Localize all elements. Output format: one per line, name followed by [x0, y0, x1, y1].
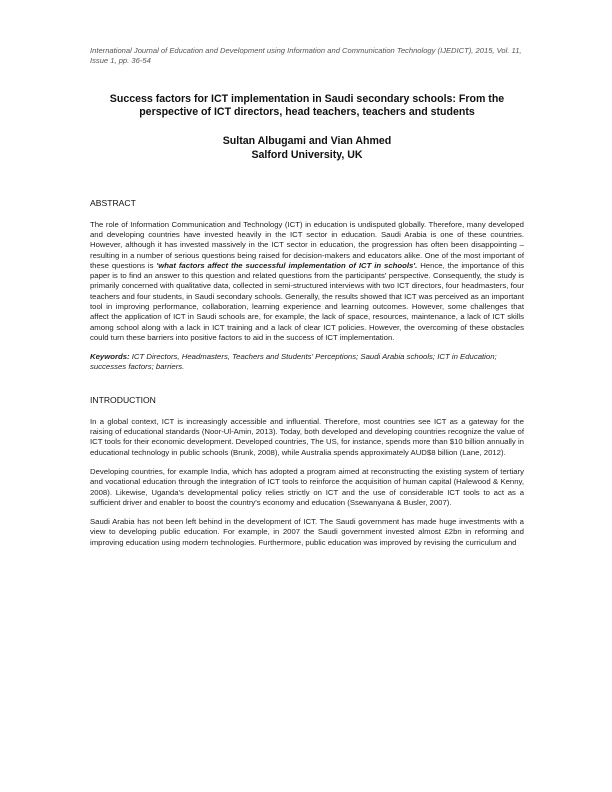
introduction-heading: INTRODUCTION [90, 394, 156, 405]
keywords [90, 352, 524, 373]
keywords-text: ICT Directors, Headmasters, Teachers and Students' Perceptions; Saudi Arabia schools; ICT in Education; successes factors; barriers. [90, 352, 497, 372]
paper-title: Success factors for ICT implementation in Saudi secondary schools: From the perspective of ICT directors, head teachers, teachers and students [109, 92, 505, 119]
introduction-paragraph-3: Saudi Arabia has not been left behind in the development of ICT. The Saudi government has made huge investments with a view to developing public education. For example, in 2007 the Saudi government invested almost £2bn in reforming and improving education using modern technologies. Furthermore, public education was improved by revising the curriculum and [90, 517, 524, 547]
abstract-paragraph [90, 220, 524, 344]
abstract-heading: ABSTRACT [90, 197, 136, 208]
abstract-text-after: Hence, the importance of this paper is to find an answer to this question and related questions from the participants' perspective. Consequently, the study is primarily concerned with qualitative data, collected in semi-structured interviews with two ICT directors, four headmasters, four teachers and four students, in Saudi secondary schools. Generally, the results showed that ICT was perceived as an important tool in improving performance, collaboration, learning experience and learning outcomes. However, some challenges that affect the application of ICT in Saudi schools are, for example, the lack of space, resources, maintenance, a lack of ICT skills among school along with a lack in ICT training and a lack of clear ICT policies. However, the overcoming of these obstacles could turn these barriers into positive factors to aid in the success of ICT implementation. [90, 260, 524, 342]
abstract-text-before: The role of Information Communication and Technology (ICT) in education is undisputed globally. Therefore, many developed and developing countries have invested heavily in the ICT sector in education. Saudi Arabia is one of these countries. However, although it has invested massively in the ICT sector in education, the progression has often been disappointing – resulting in a number of serious questions being raised for decision-makers and educators alike. One of the most important of these questions is [90, 219, 524, 270]
paper-affiliation: Salford University, UK [251, 148, 363, 161]
journal-reference: International Journal of Education and Development using Information and Communication Technology (IJEDICT), 2015, Vol. 11, Issue 1, pp. 36-54 [90, 46, 522, 66]
paper-authors: Sultan Albugami and Vian Ahmed [222, 134, 392, 147]
keywords-label: Keywords: [90, 352, 130, 362]
abstract-emphasis: 'what factors affect the successful implementation of ICT in schools'. [156, 260, 418, 270]
introduction-paragraph-1: In a global context, ICT is increasingly accessible and influential. Therefore, most countries see ICT as a gateway for the raising of educational standards (Noor-Ul-Amin, 2013). Today, both developed and developing countries recognize the value of ICT tools for their economic development. Developed countries, The US, for instance, spends more than $10 billion annually in educational technology in public schools (Brunk, 2008), while Australia spends approximately AUD$8 billion (Lane, 2012). [90, 416, 524, 457]
introduction-paragraph-2: Developing countries, for example India, which has adopted a program aimed at reconstructing the existing system of tertiary and vocational education through the integration of ICT tools to reinforce the acquisition of human capital (Halewood & Kenny, 2008). Likewise, Uganda's developmental policy relies strictly on ICT and the use of considerable ICT tools to act as a sufficient driver and enabler to boost the country's economy and education (Ssewanyana & Busler, 2007). [90, 466, 524, 507]
